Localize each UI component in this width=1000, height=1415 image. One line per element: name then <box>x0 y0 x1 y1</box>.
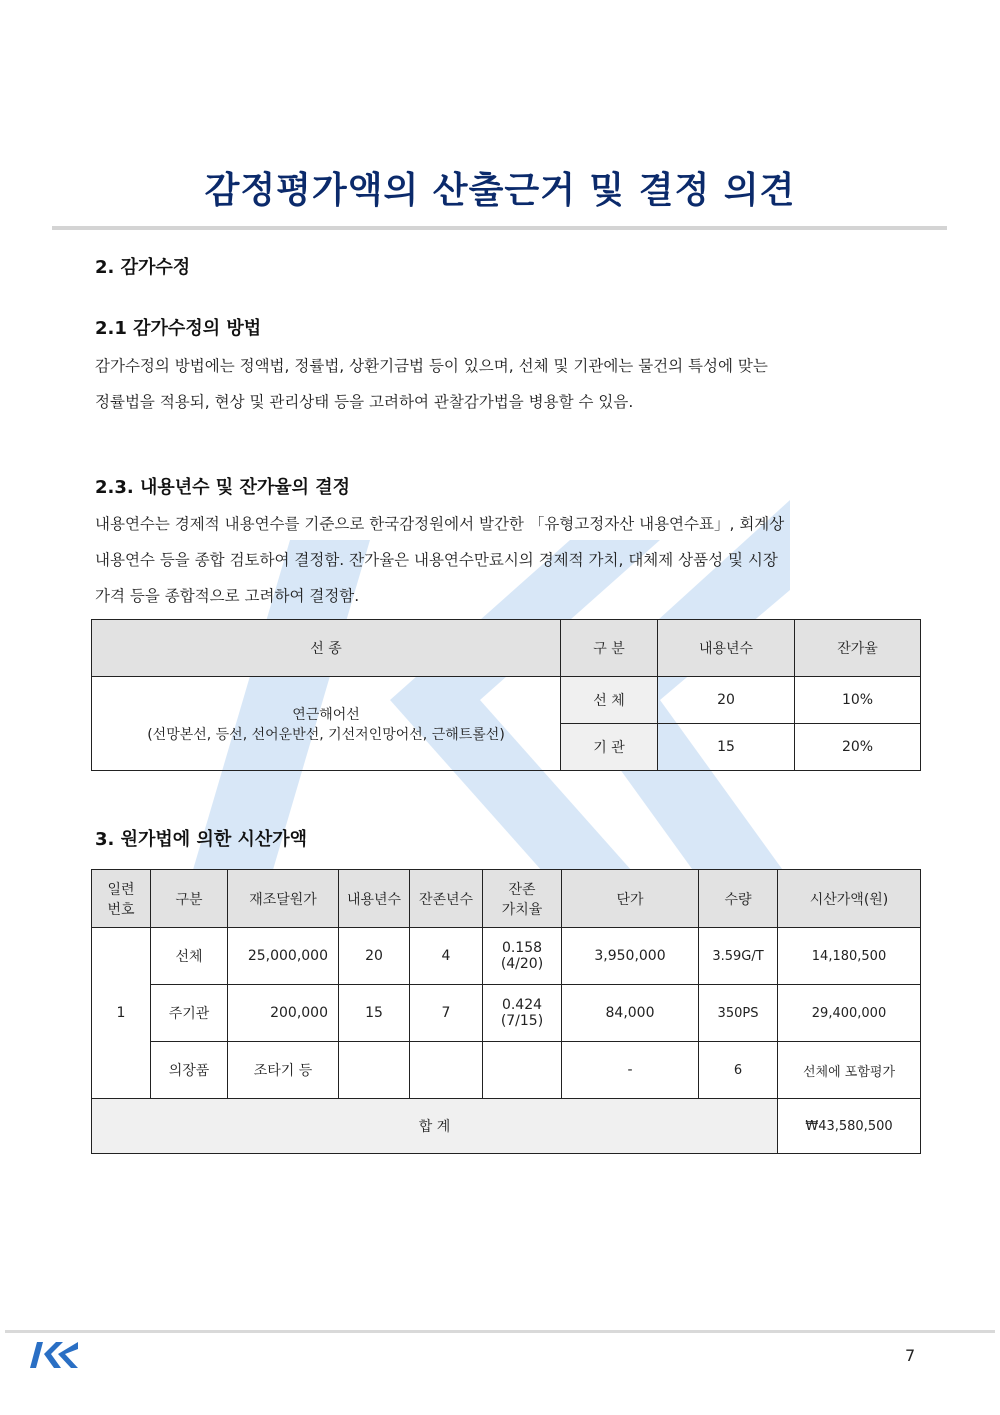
header-division: 구 분 <box>561 620 658 677</box>
method-line-2: 정률법을 적용되, 현상 및 관리상태 등을 고려하여 관찰감가법을 병용할 수 있음. <box>95 393 634 411</box>
subsection-heading-useful-life: 2.3. 내용년수 및 잔가율의 결정 <box>95 477 351 498</box>
section-heading-cost-method: 3. 원가법에 의한 시산가액 <box>95 829 308 850</box>
remain-cell: 7 <box>410 985 483 1042</box>
rate-cell: 20% <box>795 724 921 771</box>
useful-life-table <box>91 619 921 771</box>
part-cell: 선 체 <box>561 677 658 724</box>
header-serial <box>92 870 151 928</box>
residual-fraction: (4/20) <box>500 956 544 972</box>
value-cell: 14,180,500 <box>778 928 921 985</box>
useful-life-line-2: 내용연수 등을 종합 검토하여 결정함. 잔가율은 내용연수만료시의 경제적 가치, 대체제 상품성 및 시장 <box>95 551 778 569</box>
page-number: 7 <box>905 1346 916 1365</box>
header-residual-line-2: 가치율 <box>501 901 543 918</box>
part-cell: 기 관 <box>561 724 658 771</box>
header-useful-years: 내용년수 <box>658 620 795 677</box>
value-cell: 29,400,000 <box>778 985 921 1042</box>
cost-method-table <box>91 869 921 1154</box>
residual-ratio: 0.424 <box>501 997 543 1013</box>
header-useful-life: 내용년수 <box>339 870 410 928</box>
header-category: 구분 <box>151 870 228 928</box>
vessel-subtypes: (선망본선, 등선, 선어운반선, 기선저인망어선, 근해트롤선) <box>147 726 505 743</box>
quantity-cell: 3.59G/T <box>699 928 778 985</box>
quantity-cell: 6 <box>699 1042 778 1099</box>
useful-life-line-3: 가격 등을 종합적으로 고려하여 결정함. <box>95 587 360 605</box>
life-cell: 20 <box>339 928 410 985</box>
remain-cell: 4 <box>410 928 483 985</box>
years-cell: 20 <box>658 677 795 724</box>
section-heading-depreciation: 2. 감가수정 <box>95 257 191 278</box>
residual-fraction: (7/15) <box>500 1013 544 1029</box>
serial-cell: 1 <box>92 928 151 1099</box>
header-trial-value: 시산가액(원) <box>778 870 921 928</box>
residual-cell <box>483 1042 562 1099</box>
header-remaining-years: 잔존년수 <box>410 870 483 928</box>
quantity-cell: 350PS <box>699 985 778 1042</box>
category-cell: 의장품 <box>151 1042 228 1099</box>
unit-price-cell: 84,000 <box>562 985 699 1042</box>
vessel-type: 연근해어선 <box>292 706 360 723</box>
life-cell <box>339 1042 410 1099</box>
header-residual-rate: 잔가율 <box>795 620 921 677</box>
header-unit-price: 단가 <box>562 870 699 928</box>
footer-divider <box>5 1330 995 1333</box>
header-serial-line-1: 일련 <box>107 881 135 898</box>
years-cell: 15 <box>658 724 795 771</box>
life-cell: 15 <box>339 985 410 1042</box>
page-title: 감정평가액의 산출근거 및 결정 의견 <box>204 170 796 211</box>
company-logo <box>30 1340 78 1368</box>
header-serial-line-2: 번호 <box>107 901 135 918</box>
total-label: 합 계 <box>92 1099 778 1154</box>
remain-cell <box>410 1042 483 1099</box>
value-cell: 선체에 포함평가 <box>778 1042 921 1099</box>
cost-cell: 조타기 등 <box>228 1042 339 1099</box>
cost-cell: 25,000,000 <box>228 928 339 985</box>
method-paragraph <box>95 348 915 420</box>
header-residual-line-1: 잔존 <box>508 881 536 898</box>
useful-life-line-1: 내용연수는 경제적 내용연수를 기준으로 한국감정원에서 발간한 「유형고정자산 내용연수표」, 회계상 <box>95 515 785 533</box>
header-quantity: 수량 <box>699 870 778 928</box>
residual-ratio: 0.158 <box>501 940 543 956</box>
total-value: ₩43,580,500 <box>778 1099 921 1154</box>
unit-price-cell: - <box>562 1042 699 1099</box>
rate-cell: 10% <box>795 677 921 724</box>
header-replacement-cost: 재조달원가 <box>228 870 339 928</box>
header-residual-ratio <box>483 870 562 928</box>
unit-price-cell: 3,950,000 <box>562 928 699 985</box>
useful-life-paragraph <box>95 506 915 614</box>
vessel-type-cell <box>92 677 561 771</box>
header-vessel-type: 선 종 <box>92 620 561 677</box>
subsection-heading-method: 2.1 감가수정의 방법 <box>95 318 262 339</box>
cost-cell: 200,000 <box>228 985 339 1042</box>
category-cell: 주기관 <box>151 985 228 1042</box>
method-line-1: 감가수정의 방법에는 정액법, 정률법, 상환기금법 등이 있으며, 선체 및 기관에는 물건의 특성에 맞는 <box>95 357 768 375</box>
residual-cell <box>483 985 562 1042</box>
residual-cell <box>483 928 562 985</box>
title-divider <box>52 226 947 230</box>
category-cell: 선체 <box>151 928 228 985</box>
